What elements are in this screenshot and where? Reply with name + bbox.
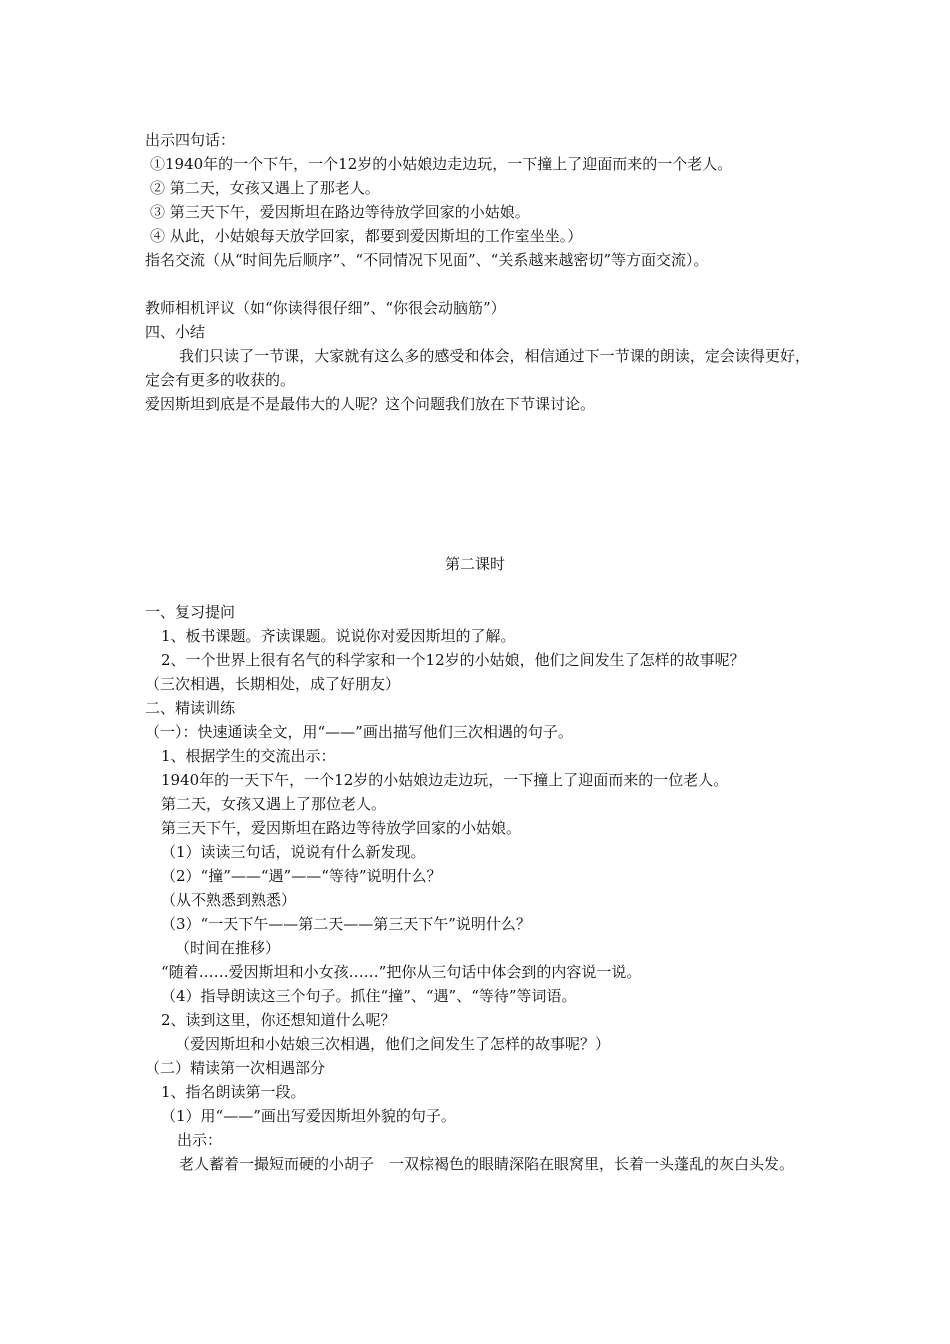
- quote-line-2: 第二天，女孩又遇上了那位老人。: [161, 795, 387, 813]
- sentence-3: ③ 第三天下午，爱因斯坦在路边等待放学回家的小姑娘。: [150, 203, 530, 221]
- summary-heading: 四、小结: [145, 323, 206, 341]
- sentence-1: ①1940年的一个下午，一个12岁的小姑娘边走边玩，一下撞上了迎面而来的一个老人。: [150, 155, 733, 173]
- teacher-comment: 教师相机评议（如“你读得很仔细”、“你很会动脑筋”）: [145, 299, 506, 317]
- quote-line-1: 1940年的一天下午，一个12岁的小姑娘边走边玩，一下撞上了迎面而来的一位老人。: [161, 771, 729, 789]
- intro-line: 出示四句话：: [145, 131, 236, 149]
- part-one-heading: （一）：快速通读全文，用“——”画出描写他们三次相遇的句子。: [145, 723, 573, 741]
- part-two-item-1: 1、指名朗读第一段。: [161, 1083, 306, 1101]
- review-answer: （三次相遇，长期相处，成了好朋友）: [145, 675, 401, 693]
- review-item-2: 2、一个世界上很有名气的科学家和一个12岁的小姑娘，他们之间发生了怎样的故事呢？: [161, 651, 745, 669]
- part-one-item-1: 1、根据学生的交流出示：: [161, 747, 336, 765]
- review-item-1: 1、板书课题。齐读课题。说说你对爱因斯坦的了解。: [161, 627, 516, 645]
- heading-review: 一、复习提问: [145, 603, 236, 621]
- exchange-paragraph: 指名交流（从“时间先后顺序”、“不同情况下见面”、“关系越来越密切”等方面交流）。: [145, 251, 709, 269]
- closing-question: 爱因斯坦到底是不是最伟大的人呢？这个问题我们放在下节课讨论。: [145, 395, 596, 413]
- display-label: 出示：: [177, 1131, 223, 1149]
- question-3-answer: （时间在推移）: [175, 939, 281, 957]
- question-2-answer: （从不熟悉到熟悉）: [161, 891, 297, 909]
- part-two-question-1: （1）用“——”画出写爱因斯坦外貌的句子。: [161, 1107, 456, 1125]
- part-two-heading: （二）精读第一次相遇部分: [145, 1059, 326, 1077]
- question-2: （2）“撞”——“遇”——“等待”说明什么？: [161, 867, 442, 885]
- part-one-item-2-answer: （爱因斯坦和小姑娘三次相遇，他们之间发生了怎样的故事呢？）: [175, 1035, 611, 1053]
- question-3-prompt: “随着……爱因斯坦和小女孩……”把你从三句话中体会到的内容说一说。: [161, 963, 642, 981]
- question-3: （3）“一天下午——第二天——第三天下午”说明什么？: [161, 915, 531, 933]
- question-1: （1）读读三句话，说说有什么新发现。: [161, 843, 426, 861]
- sentence-2: ② 第二天，女孩又遇上了那老人。: [150, 179, 380, 197]
- question-4: （4）指导朗读这三个句子。抓住“撞”、“遇”、“等待”等词语。: [161, 987, 577, 1005]
- lesson-title: 第二课时: [444, 555, 505, 573]
- sentence-4: ④ 从此，小姑娘每天放学回家，都要到爱因斯坦的工作室坐坐。）: [150, 227, 583, 245]
- summary-paragraph: 我们只读了一节课，大家就有这么多的感受和体会，相信通过下一节课的朗读，定会读得更好，定会有更多的收获的。: [145, 347, 810, 389]
- quote-line-3: 第三天下午，爱因斯坦在路边等待放学回家的小姑娘。: [161, 819, 522, 837]
- heading-intensive-reading: 二、精读训练: [145, 699, 236, 717]
- part-one-item-2: 2、读到这里，你还想知道什么呢？: [161, 1011, 396, 1029]
- description-paragraph: 老人蓄着一撮短而硬的小胡子 一双棕褐色的眼睛深陷在眼窝里，长着一头蓬乱的灰白头发。: [179, 1155, 795, 1173]
